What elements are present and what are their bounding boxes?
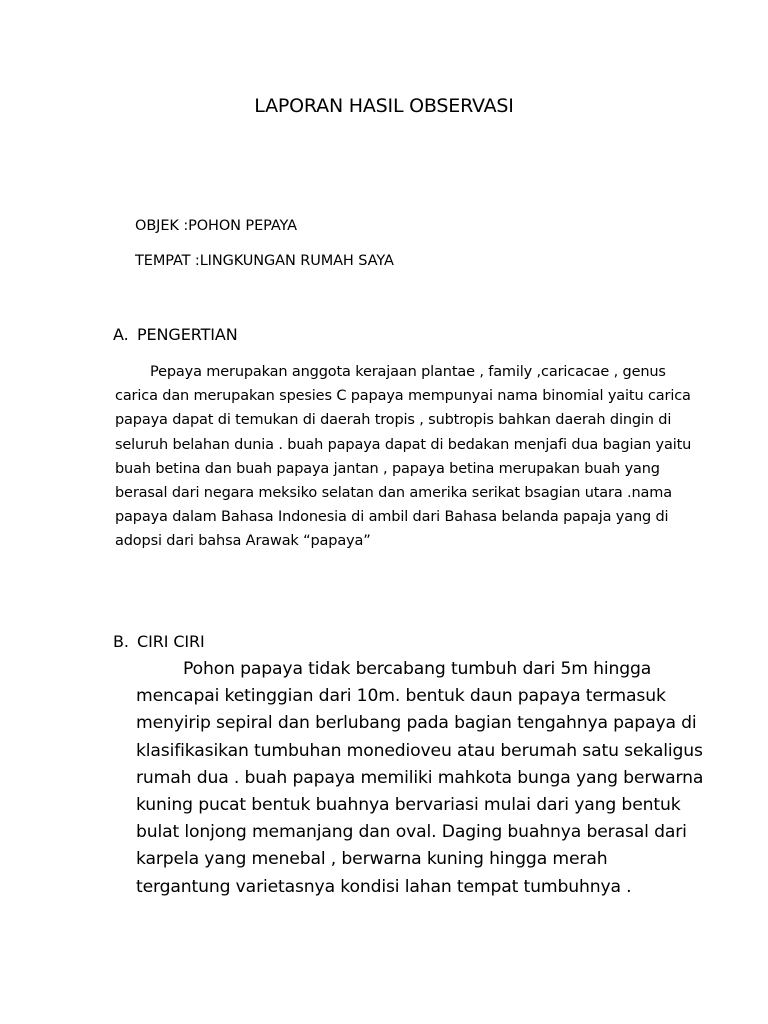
paragraph-line: buah betina dan buah papaya jantan , papaya betina merupakan buah yang	[115, 460, 660, 477]
paragraph-line: berasal dari negara meksiko selatan dan amerika serikat bsagian utara .nama	[115, 485, 672, 502]
section-a-title: PENGERTIAN	[137, 325, 238, 344]
paragraph-line: klasifikasikan tumbuhan monedioveu atau berumah satu sekaligus	[136, 740, 703, 761]
paragraph-line: adopsi dari bahsa Arawak “papaya”	[115, 533, 371, 550]
paragraph-line: karpela yang menebal , berwarna kuning hingga merah	[136, 849, 608, 870]
section-a-heading	[113, 325, 238, 344]
paragraph-line: rumah dua . buah papaya memiliki mahkota bunga yang berwarna	[136, 767, 704, 788]
paragraph-line: menyirip sepiral dan berlubang pada bagian tengahnya papaya di	[136, 713, 697, 734]
paragraph-line: tergantung varietasnya kondisi lahan tempat tumbuhnya .	[136, 876, 632, 897]
paragraph-line: mencapai ketinggian dari 10m. bentuk daun papaya termasuk	[136, 686, 666, 707]
section-a-letter: A.	[113, 325, 129, 344]
page-title: LAPORAN HASIL OBSERVASI	[254, 95, 514, 117]
paragraph-line: Pepaya merupakan anggota kerajaan plantae , family ,caricacae , genus	[150, 364, 666, 380]
section-a-paragraph	[115, 360, 692, 554]
section-b-letter: B.	[113, 632, 129, 651]
paragraph-line: papaya dalam Bahasa Indonesia di ambil dari Bahasa belanda papaja yang di	[115, 509, 669, 526]
section-b-paragraph	[136, 656, 704, 901]
section-b-title: CIRI CIRI	[137, 632, 205, 651]
paragraph-line: Pohon papaya tidak bercabang tumbuh dari 5m hingga	[183, 659, 652, 679]
paragraph-line: bulat lonjong memanjang dan oval. Daging buahnya berasal dari	[136, 822, 687, 843]
paragraph-line: carica dan merupakan spesies C papaya mempunyai nama binomial yaitu carica	[115, 388, 691, 405]
tempat-line: TEMPAT :LINGKUNGAN RUMAH SAYA	[135, 253, 394, 269]
paragraph-line: papaya dapat di temukan di daerah tropis , subtropis bahkan daerah dingin di	[115, 412, 672, 429]
section-b-heading	[113, 632, 205, 651]
paragraph-line: kuning pucat bentuk buahnya bervariasi mulai dari yang bentuk	[136, 795, 681, 816]
paragraph-line: seluruh belahan dunia . buah papaya dapat di bedakan menjafi dua bagian yaitu	[115, 436, 692, 453]
objek-line: OBJEK :POHON PEPAYA	[135, 218, 297, 234]
